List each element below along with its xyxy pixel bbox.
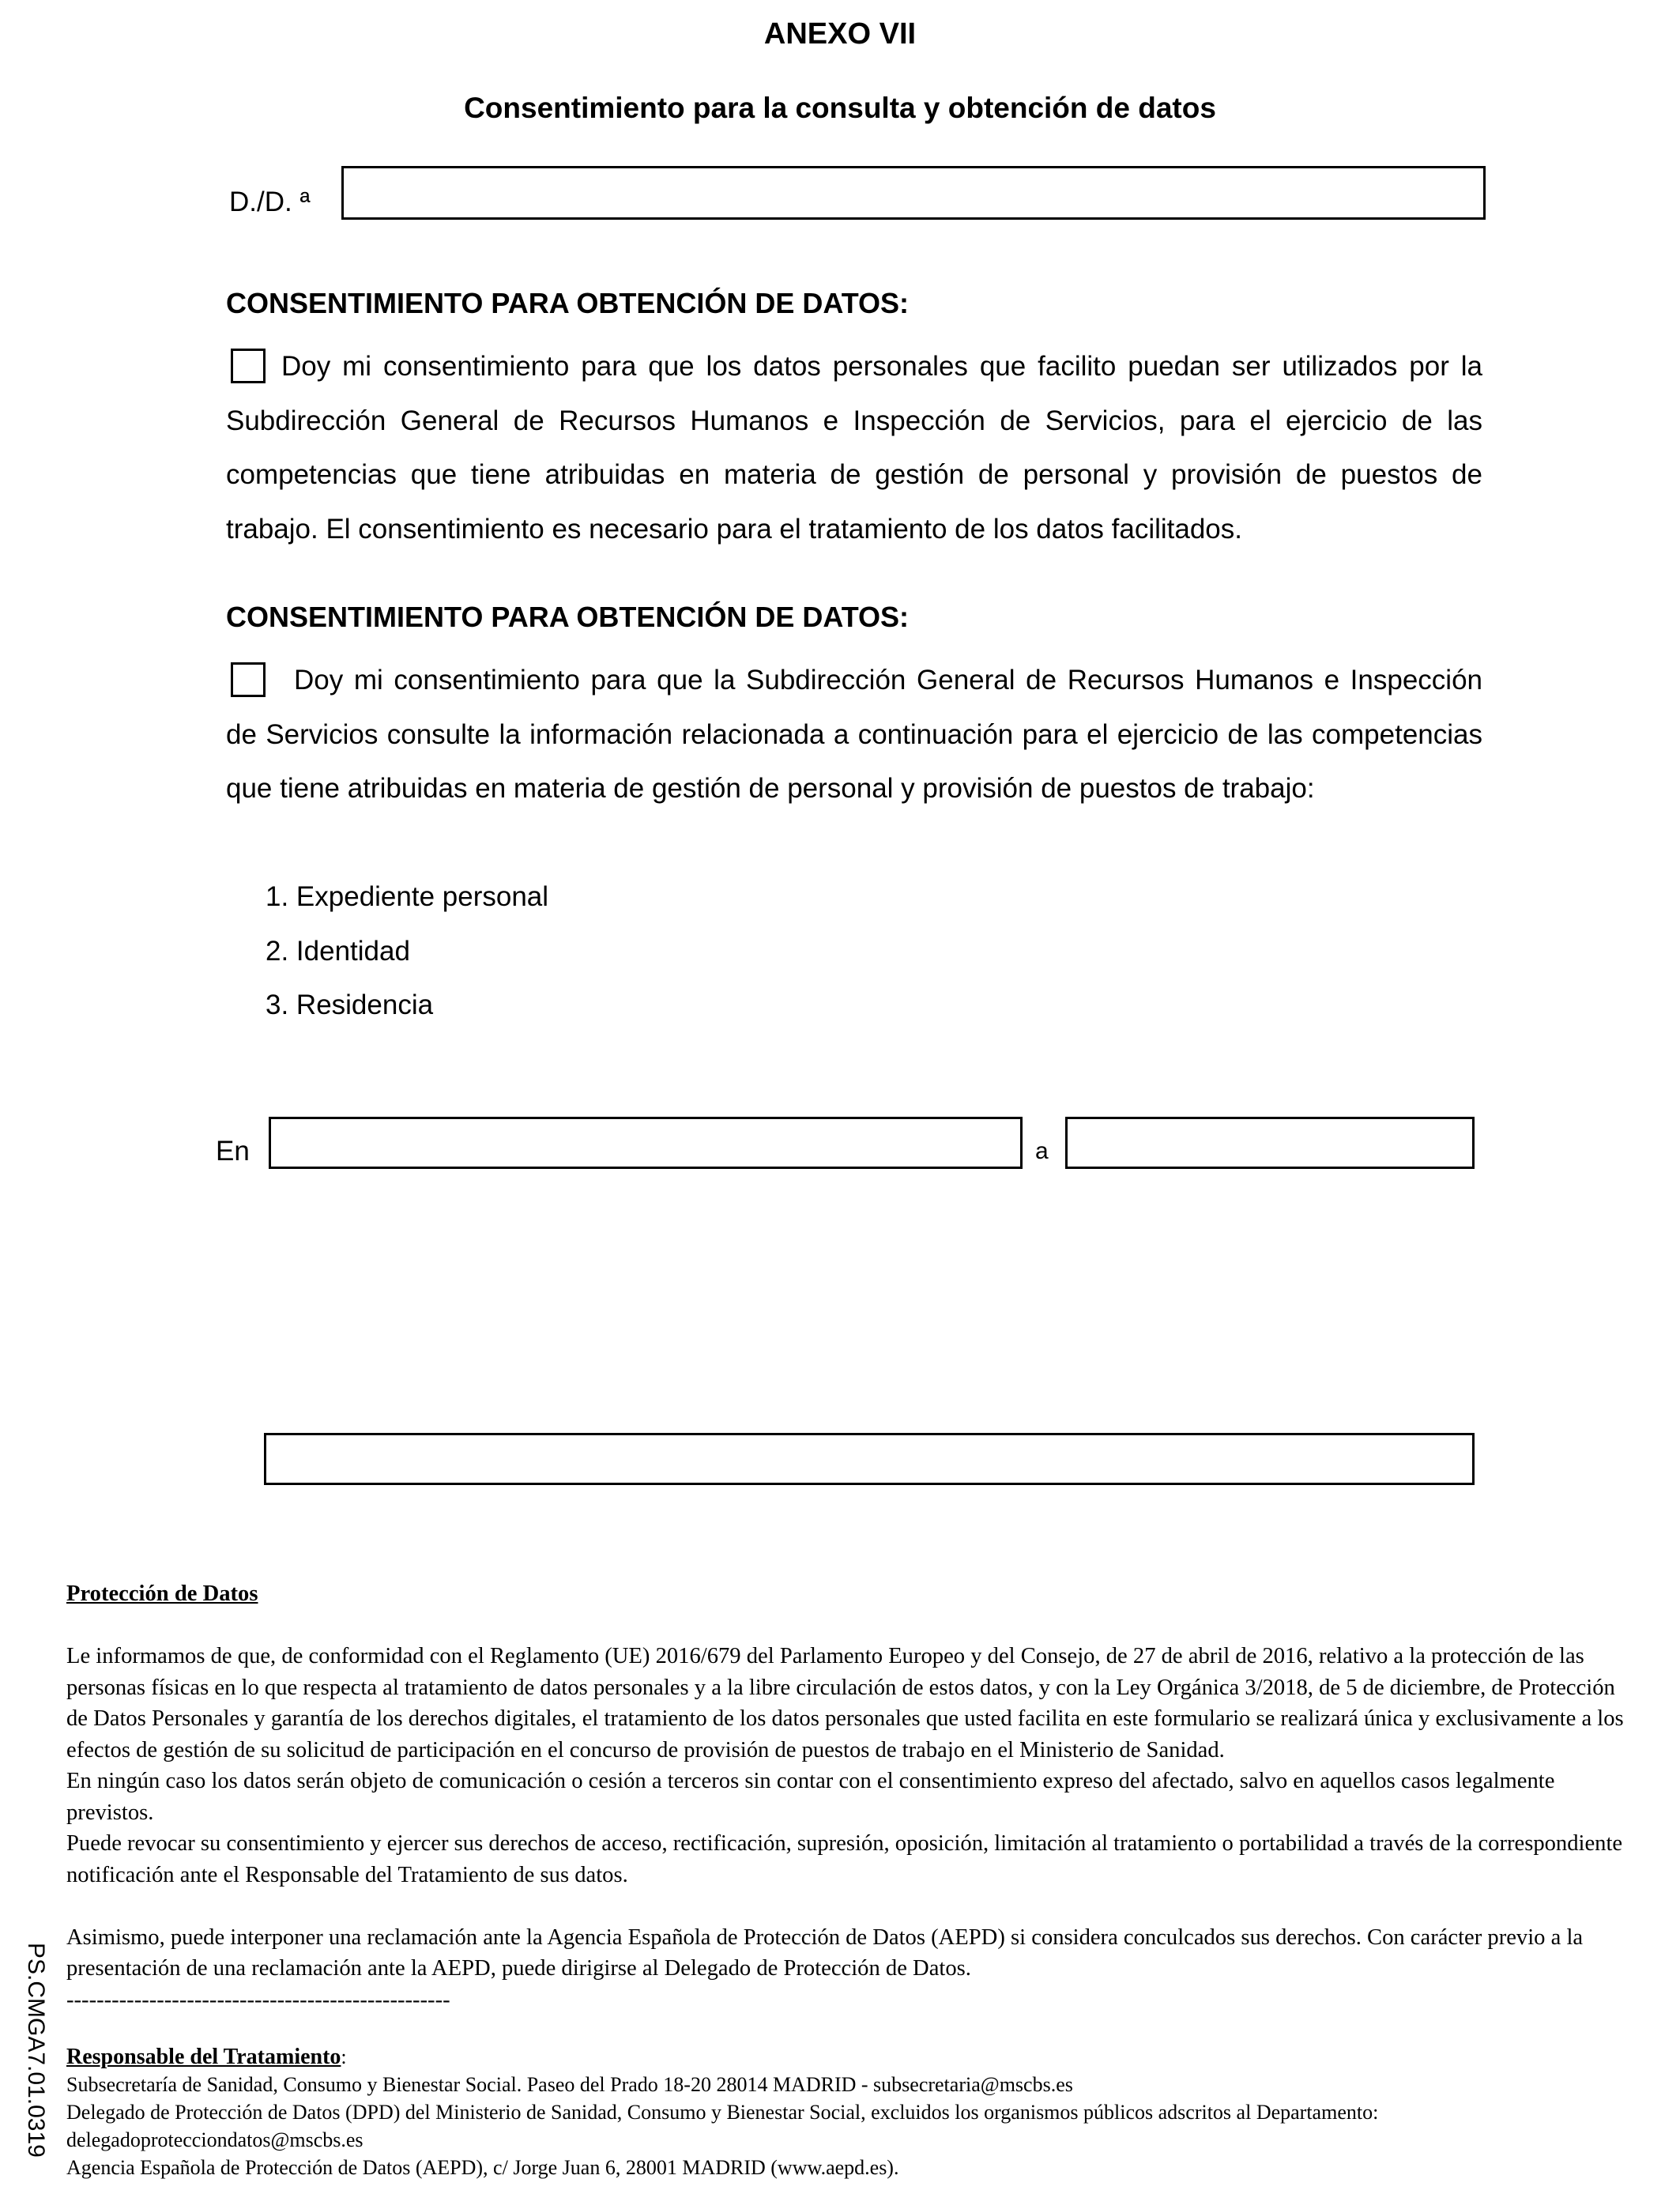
- data-protection-paragraph-3: Puede revocar su consentimiento y ejercer sus derechos de acceso, rectificación, supresión, oposición, limitación al tratamiento o portabilidad a través de la correspondiente notificación ante el Responsable del Tratamiento de sus datos.: [66, 1831, 1623, 1887]
- consent-query-list: [266, 870, 548, 1033]
- consent-query-text: [226, 654, 1482, 816]
- data-protection-heading: Protección de Datos: [66, 1581, 258, 1606]
- consent-query-paragraph: Doy mi consentimiento para que la Subdirección General de Recursos Humanos e Inspección de Servicios consulte la información relacionada a continuación para el ejercicio de las competencias que tiene atribuidas en materia de gestión de personal y provisión de puestos de trabajo:: [226, 665, 1482, 804]
- controller-section: [66, 2043, 1639, 2181]
- applicant-label: D./D. ª: [229, 187, 311, 217]
- data-protection-paragraph-2: En ningún caso los datos serán objeto de comunicación o cesión a terceros sin contar con el consentimiento expreso del afectado, salvo en aquellos casos legalmente previstos.: [66, 1769, 1555, 1825]
- list-item: 3. Residencia: [266, 990, 434, 1020]
- form-code-text: PS.CMGA7.01.0319: [23, 1943, 49, 2158]
- date-label: a: [1035, 1138, 1049, 1164]
- data-protection-section: [66, 1578, 1639, 2015]
- controller-heading: Responsable del Tratamiento: [66, 2045, 341, 2069]
- signature-field[interactable]: [264, 1433, 1475, 1485]
- applicant-name-field[interactable]: [341, 166, 1486, 220]
- list-item: 2. Identidad: [266, 935, 410, 967]
- list-item: 1. Expediente personal: [266, 881, 549, 912]
- consent-obtain-paragraph: Doy mi consentimiento para que los datos personales que facilito puedan ser utilizados por la Subdirección General de Recursos Humanos e Inspección de Servicios, para el ejercicio de las competencias que tiene atribuidas en materia de gestión de personal y provisión de puestos de trabajo. El consentimiento es necesario para el tratamiento de los datos facilitados.: [226, 351, 1482, 545]
- place-field[interactable]: [269, 1117, 1023, 1169]
- separator-line: ---------------------------------------------------: [66, 1987, 450, 2012]
- consent-query-heading: CONSENTIMIENTO PARA OBTENCIÓN DE DATOS:: [226, 601, 910, 633]
- consent-obtain-text: [226, 340, 1482, 556]
- place-label: En: [216, 1136, 250, 1167]
- controller-line-3: Agencia Española de Protección de Datos (AEPD), c/ Jorge Juan 6, 28001 MADRID (www.aepd.es).: [66, 2156, 899, 2179]
- consent-obtain-heading: CONSENTIMIENTO PARA OBTENCIÓN DE DATOS:: [226, 287, 910, 319]
- controller-line-2: Delegado de Protección de Datos (DPD) del Ministerio de Sanidad, Consumo y Bienestar Social, excluidos los organismos públicos adscritos al Departamento: delegadoprotecciondatos@mscbs.es: [66, 2101, 1379, 2151]
- form-code: [17, 1943, 49, 2188]
- page-title: Consentimiento para la consulta y obtención de datos: [464, 92, 1216, 124]
- controller-line-1: Subsecretaría de Sanidad, Consumo y Bienestar Social. Paseo del Prado 18-20 28014 MADRID - subsecretaria@mscbs.es: [66, 2073, 1073, 2096]
- data-protection-paragraph-1: Le informamos de que, de conformidad con el Reglamento (UE) 2016/679 del Parlamento Europeo y del Consejo, de 27 de abril de 2016, relativo a la protección de las personas físicas en lo que respecta al tratamiento de datos personales y a la libre circulación de estos datos, y con la Ley Orgánica 3/2018, de 5 de diciembre, de Protección de Datos Personales y garantía de los derechos digitales, el tratamiento de los datos personales que usted facilita en este formulario se realizará única y exclusivamente a los efectos de gestión de su solicitud de participación en el concurso de provisión de puestos de trabajo en el Ministerio de Sanidad.: [66, 1644, 1624, 1762]
- data-protection-paragraph-4: Asimismo, puede interponer una reclamación ante la Agencia Española de Protección de Datos (AEPD) si considera conculcados sus derechos. Con carácter previo a la presentación de una reclamación ante la AEPD, puede dirigirse al Delegado de Protección de Datos.: [66, 1924, 1584, 1981]
- controller-colon: :: [341, 2045, 347, 2068]
- annex-title: ANEXO VII: [763, 17, 917, 51]
- date-field[interactable]: [1065, 1117, 1475, 1169]
